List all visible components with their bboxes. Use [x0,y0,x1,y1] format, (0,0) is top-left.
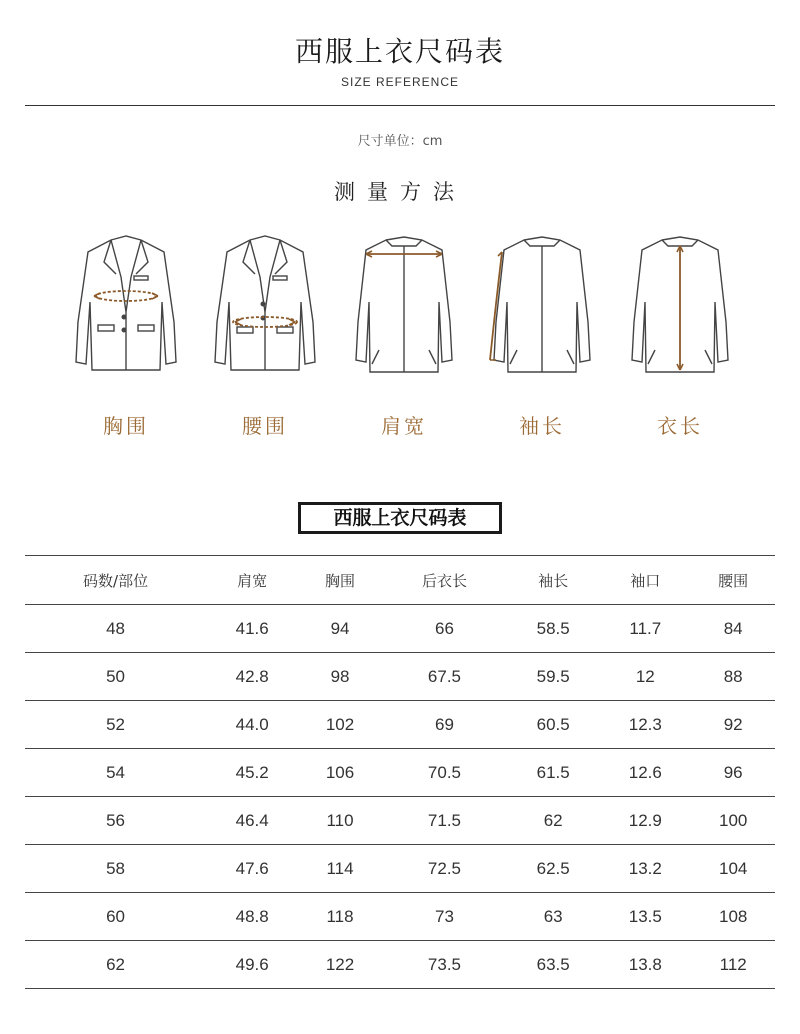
figure-label-length: 衣长 [657,414,703,438]
cell-size: 48 [25,605,206,653]
cell-back-length: 73 [382,893,507,941]
unit-note: 尺寸单位：cm [357,134,443,149]
cell-sleeve-length: 63 [507,893,599,941]
cell-back-length: 73.5 [382,941,507,989]
cell-chest: 94 [298,605,382,653]
cell-chest: 106 [298,749,382,797]
figure-label-sleeve: 袖长 [519,414,565,438]
header-divider [25,105,775,106]
cell-shoulder: 41.6 [206,605,298,653]
cell-sleeve-length: 61.5 [507,749,599,797]
table-row [25,797,775,845]
table-row [25,845,775,893]
table-row [25,749,775,797]
cell-waist: 100 [691,797,775,845]
header-cuff: 袖口 [599,556,691,605]
cell-back-length: 70.5 [382,749,507,797]
cell-chest: 102 [298,701,382,749]
size-table [25,555,775,989]
measurement-figures [0,232,800,377]
cell-back-length: 71.5 [382,797,507,845]
cell-shoulder: 46.4 [206,797,298,845]
cell-chest: 118 [298,893,382,941]
jacket-front-chest-icon [66,232,186,377]
method-heading: 测量方法 [334,180,466,204]
cell-chest: 114 [298,845,382,893]
cell-sleeve-length: 60.5 [507,701,599,749]
cell-cuff: 12.6 [599,749,691,797]
cell-back-length: 72.5 [382,845,507,893]
table-title: 西服上衣尺码表 [298,502,502,534]
table-header-row [25,556,775,605]
cell-back-length: 67.5 [382,653,507,701]
cell-cuff: 13.8 [599,941,691,989]
header-back-length: 后衣长 [382,556,507,605]
cell-size: 52 [25,701,206,749]
cell-sleeve-length: 58.5 [507,605,599,653]
cell-shoulder: 47.6 [206,845,298,893]
cell-size: 56 [25,797,206,845]
header-shoulder: 肩宽 [206,556,298,605]
cell-waist: 84 [691,605,775,653]
figure-label-waist: 腰围 [242,414,288,438]
header-waist: 腰围 [691,556,775,605]
cell-size: 50 [25,653,206,701]
cell-back-length: 69 [382,701,507,749]
figure-label-shoulder: 肩宽 [381,414,427,438]
cell-shoulder: 44.0 [206,701,298,749]
cell-waist: 112 [691,941,775,989]
cell-cuff: 11.7 [599,605,691,653]
header-chest: 胸围 [298,556,382,605]
cell-size: 54 [25,749,206,797]
cell-cuff: 12 [599,653,691,701]
header-sleeve-length: 袖长 [507,556,599,605]
table-row [25,941,775,989]
cell-shoulder: 42.8 [206,653,298,701]
cell-shoulder: 48.8 [206,893,298,941]
cell-sleeve-length: 62 [507,797,599,845]
cell-sleeve-length: 63.5 [507,941,599,989]
cell-waist: 88 [691,653,775,701]
cell-chest: 122 [298,941,382,989]
cell-waist: 92 [691,701,775,749]
cell-size: 62 [25,941,206,989]
cell-cuff: 13.2 [599,845,691,893]
cell-waist: 96 [691,749,775,797]
jacket-back-length-icon [620,232,740,377]
table-row [25,605,775,653]
cell-size: 60 [25,893,206,941]
cell-cuff: 12.9 [599,797,691,845]
jacket-back-shoulder-icon [344,232,464,377]
cell-sleeve-length: 62.5 [507,845,599,893]
page-title: 西服上衣尺码表 [294,35,505,68]
cell-waist: 104 [691,845,775,893]
cell-cuff: 13.5 [599,893,691,941]
cell-sleeve-length: 59.5 [507,653,599,701]
page-subtitle: SIZE REFERENCE [340,75,459,89]
table-row [25,653,775,701]
cell-size: 58 [25,845,206,893]
cell-chest: 110 [298,797,382,845]
cell-cuff: 12.3 [599,701,691,749]
cell-chest: 98 [298,653,382,701]
jacket-front-waist-icon [205,232,325,377]
header-size: 码数/部位 [25,556,206,605]
figure-label-chest: 胸围 [103,414,149,438]
cell-back-length: 66 [382,605,507,653]
cell-shoulder: 45.2 [206,749,298,797]
cell-waist: 108 [691,893,775,941]
cell-shoulder: 49.6 [206,941,298,989]
table-row [25,893,775,941]
table-row [25,701,775,749]
jacket-back-sleeve-icon [482,232,602,377]
